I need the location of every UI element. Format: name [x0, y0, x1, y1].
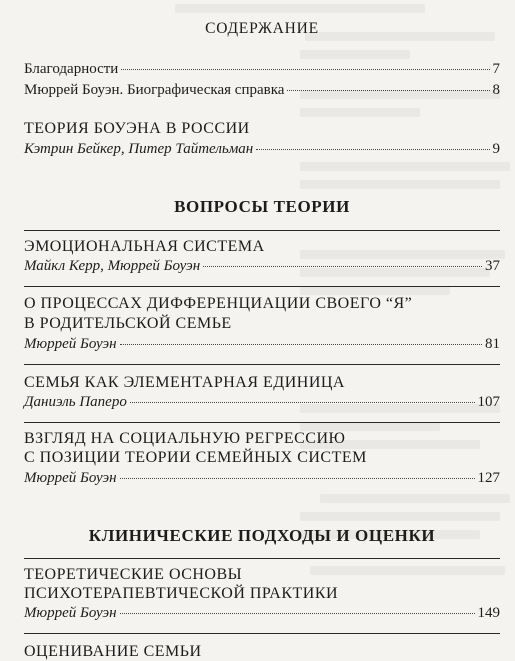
chapter-title-line-2[interactable]: В РОДИТЕЛЬСКОЙ СЕМЬЕ [24, 315, 232, 332]
toc-page-number: 107 [477, 394, 500, 410]
chapter-title-line-2[interactable]: ПСИХОТЕРАПЕВТИЧЕСКОЙ ПРАКТИКИ [24, 585, 339, 602]
chapter-title-line-2[interactable]: С ПОЗИЦИИ ТЕОРИИ СЕМЕЙНЫХ СИСТЕМ [24, 449, 367, 466]
chapter-title[interactable]: ВЗГЛЯД НА СОЦИАЛЬНУЮ РЕГРЕССИЮ [24, 430, 346, 447]
toc-page-number: 149 [477, 605, 500, 621]
chapter-title[interactable]: О ПРОЦЕССАХ ДИФФЕРЕНЦИАЦИИ СВОЕГО “Я” [24, 295, 413, 312]
toc-entry-biography[interactable] [24, 82, 500, 99]
chapter-authors: Майкл Керр, Мюррей Боуэн [24, 258, 201, 274]
chapter-authors: Мюррей Боуэн [24, 605, 117, 621]
chapter-title[interactable]: ЭМОЦИОНАЛЬНАЯ СИСТЕМА [24, 238, 265, 255]
dot-leader [120, 344, 482, 345]
divider [24, 230, 500, 231]
table-of-contents [24, 0, 500, 658]
dot-leader [120, 613, 475, 614]
toc-page-number: 127 [477, 470, 500, 486]
dot-leader [287, 90, 489, 91]
toc-page-number: 9 [492, 141, 500, 157]
toc-page-number: 7 [492, 61, 500, 77]
chapter-title[interactable]: ОЦЕНИВАНИЕ СЕМЬИ [24, 643, 202, 660]
toc-entry-authors [24, 394, 500, 411]
toc-entry-title: Мюррей Боуэн. Биографическая справка [24, 82, 285, 98]
dot-leader [130, 402, 475, 403]
divider [24, 286, 500, 287]
toc-entry-authors [24, 141, 500, 158]
chapter-authors: Мюррей Боуэн [24, 470, 117, 486]
toc-page-number: 8 [492, 82, 500, 98]
section-heading-clinical: КЛИНИЧЕСКИЕ ПОДХОДЫ И ОЦЕНКИ [88, 526, 436, 545]
dot-leader [256, 149, 489, 150]
dot-leader [203, 266, 482, 267]
chapter-authors: Даниэль Паперо [24, 394, 127, 410]
toc-entry-authors [24, 605, 500, 622]
divider [24, 633, 500, 634]
toc-entry-authors [24, 258, 500, 275]
toc-entry-title: Благодарности [24, 61, 119, 77]
toc-page-number: 37 [485, 258, 500, 274]
chapter-authors: Мюррей Боуэн [24, 336, 117, 352]
toc-entry-authors [24, 336, 500, 353]
section-heading-theory: ВОПРОСЫ ТЕОРИИ [174, 197, 350, 216]
toc-entry-authors [24, 470, 500, 487]
toc-page-number: 81 [485, 336, 500, 352]
chapter-title[interactable]: СЕМЬЯ КАК ЭЛЕМЕНТАРНАЯ ЕДИНИЦА [24, 374, 345, 391]
chapter-title[interactable]: ТЕОРЕТИЧЕСКИЕ ОСНОВЫ [24, 566, 243, 583]
chapter-title[interactable]: ТЕОРИЯ БОУЭНА В РОССИИ [24, 120, 250, 137]
dot-leader [120, 478, 475, 479]
dot-leader [121, 69, 489, 70]
divider [24, 364, 500, 365]
chapter-authors: Кэтрин Бейкер, Питер Тайтельман [24, 141, 254, 157]
divider [24, 558, 500, 559]
contents-heading: СОДЕРЖАНИЕ [205, 20, 319, 37]
divider [24, 422, 500, 423]
toc-entry-acknowledgements[interactable] [24, 61, 500, 78]
